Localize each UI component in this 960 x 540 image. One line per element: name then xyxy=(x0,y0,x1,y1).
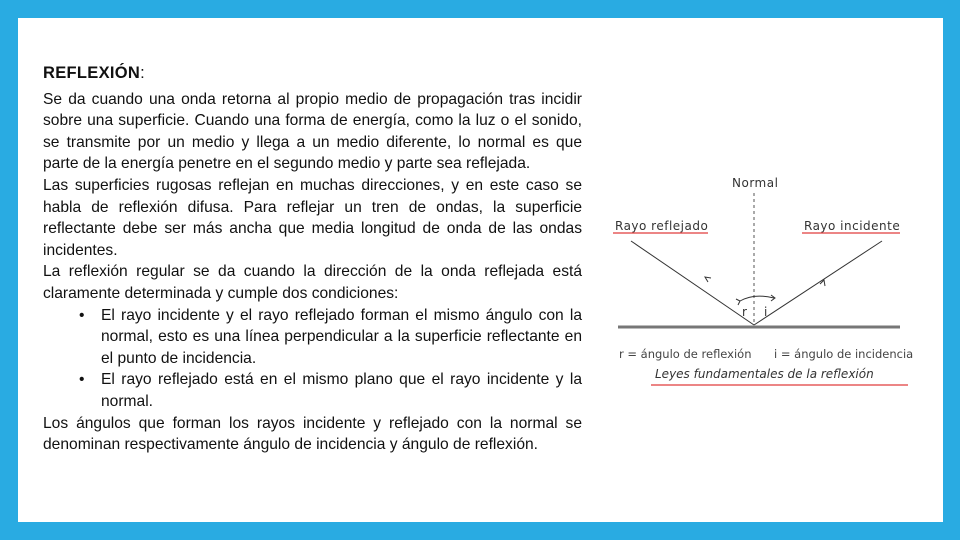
reflected-ray-label: Rayo reflejado xyxy=(615,219,709,233)
list-item-text: El rayo incidente y el rayo reflejado forman el mismo ángulo con la normal, esto es una línea perpendicular a la superficie reflectante en el punto de incidencia. xyxy=(101,306,582,367)
reflection-diagram-svg xyxy=(598,153,928,393)
bullet-dot: • xyxy=(79,306,85,324)
diagram-caption: Leyes fundamentales de la reflexión xyxy=(655,367,874,381)
paragraph-definition: Se da cuando una onda retorna al propio medio de propagación tras incidir sobre una superficie. Cuando una forma de energía, como la luz o el sonido, se transmite por un medio y llega a un medio diferente, lo normal es que parte de la energía penetre en el segundo medio y parte sea reflejada. xyxy=(43,90,582,173)
angle-r-label: r xyxy=(742,305,748,319)
slide xyxy=(18,18,943,522)
list-item-text: El rayo reflejado está en el mismo plano que el rayo incidente y la normal. xyxy=(101,371,582,410)
paragraph-closing: Los ángulos que forman los rayos incidente y reflejado con la normal se denominan respectivamente ángulo de incidencia y ángulo de reflexión. xyxy=(43,414,582,454)
paragraph-diffuse: Las superficies rugosas reflejan en muchas direcciones, y en este caso se habla de reflexión difusa. Para reflejar un tren de ondas, la superficie reflectante debe ser más ancha que media longitud de onda de las ondas incidentes. xyxy=(43,176,582,259)
angle-i-label: i xyxy=(764,305,768,319)
legend-i: i = ángulo de incidencia xyxy=(774,347,914,361)
paragraph-regular: La reflexión regular se da cuando la dirección de la onda reflejada está claramente determinada y cumple dos condiciones: xyxy=(43,263,582,302)
title-colon: : xyxy=(140,64,145,82)
incident-ray xyxy=(754,241,882,325)
title: REFLEXIÓN xyxy=(43,64,141,82)
arc-arrow-left-icon xyxy=(736,299,740,305)
list-item xyxy=(79,369,582,412)
bullet-dot: • xyxy=(79,371,85,389)
conditions-list xyxy=(43,305,582,413)
text-column xyxy=(43,63,582,456)
list-item xyxy=(79,305,582,370)
normal-label: Normal xyxy=(732,176,779,190)
incident-ray-label: Rayo incidente xyxy=(804,219,901,233)
reflection-diagram xyxy=(598,153,928,393)
angle-arc xyxy=(740,296,774,301)
reflected-ray xyxy=(631,241,754,325)
heading xyxy=(43,63,582,85)
reflected-arrow-icon xyxy=(705,277,711,282)
legend-r: r = ángulo de reflexión xyxy=(619,347,752,361)
